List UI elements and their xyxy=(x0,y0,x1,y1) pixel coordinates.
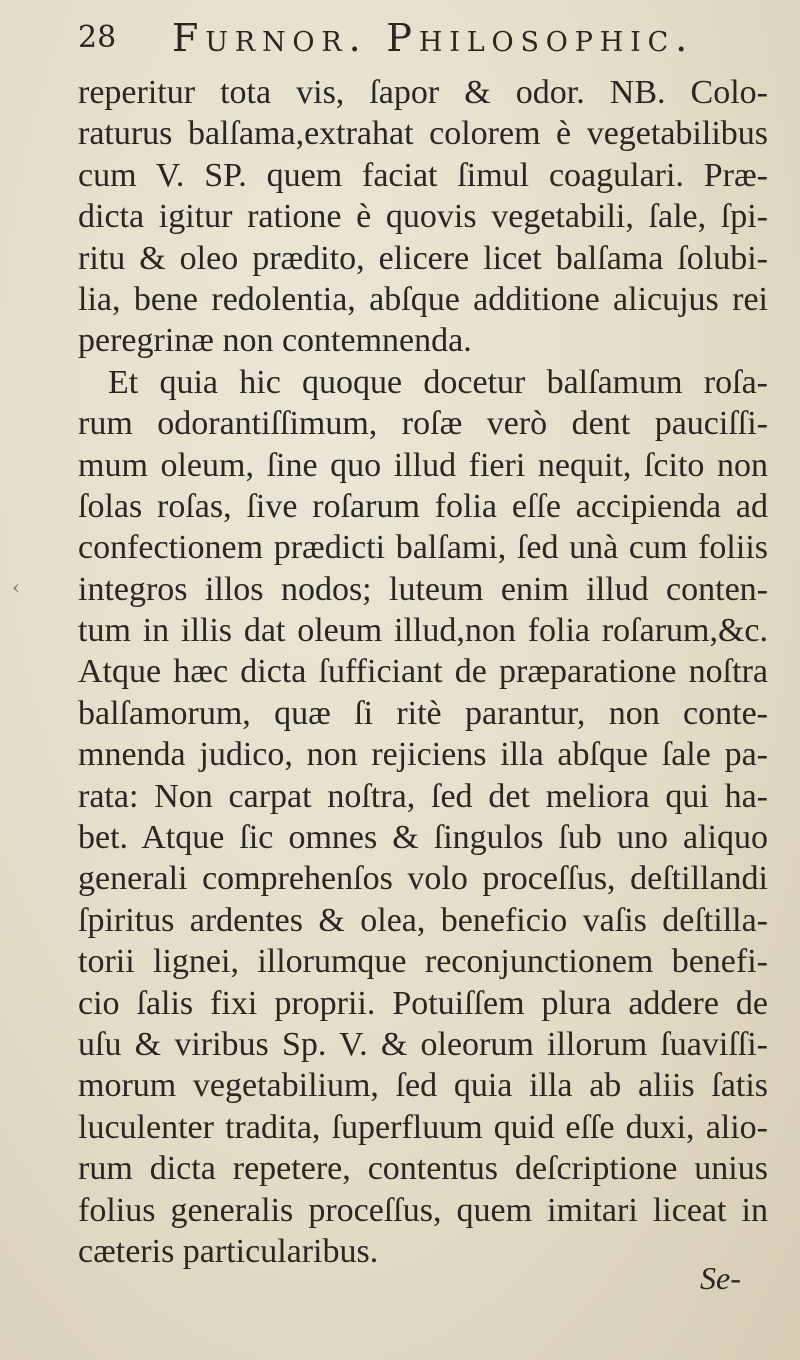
text-line: rum dicta repetere, contentus deſcriptione unius xyxy=(78,1150,768,1188)
text-line: rum odorantiſſimum, roſæ verò dent pauciſſi- xyxy=(78,405,768,443)
text-line: cio ſalis fixi proprii. Potuiſſem plura addere de xyxy=(78,984,768,1022)
page-number: 28 xyxy=(78,20,117,55)
text-line: tum in illis dat oleum illud,non folia roſarum,&c. xyxy=(78,612,768,650)
text-line: reperitur tota vis, ſapor & odor. NB. Colo- xyxy=(78,74,768,111)
text-line: cæteris particularibus. xyxy=(78,1232,379,1270)
text-line: torii lignei, illorumque reconjunctionem benefi- xyxy=(78,943,768,981)
text-line: confectionem prædicti balſami, ſed unà cum foliis xyxy=(78,529,768,567)
text-line: peregrinæ non contemnenda. xyxy=(78,322,472,360)
running-head xyxy=(78,16,768,70)
text-line: mnenda judico, non rejiciens illa abſque ſale pa- xyxy=(78,736,768,774)
text-line: rata: Non carpat noſtra, ſed det meliora qui ha- xyxy=(78,777,768,815)
text-line: balſamorum, quæ ſi ritè parantur, non conte- xyxy=(78,694,768,732)
text-line: folius generalis proceſſus, quem imitari liceat in xyxy=(78,1191,768,1229)
text-line: uſu & viribus Sp. V. & oleorum illorum ſuaviſſi- xyxy=(78,1025,768,1063)
catchword: Se- xyxy=(700,1260,741,1296)
text-line: luculenter tradita, ſuperfluum quid eſſe duxi, alio- xyxy=(78,1108,768,1146)
text-line: lia, bene redolentia, abſque additione alicujus rei xyxy=(78,280,768,318)
text-line: cum V. SP. quem faciat ſimul coagulari. Præ- xyxy=(78,156,768,194)
text-line: dicta igitur ratione è quovis vegetabili, ſale, ſpi- xyxy=(78,198,768,236)
text-line: ſolas roſas, ſive roſarum folia eſſe accipienda ad xyxy=(78,487,768,525)
text-line: raturus balſama,extrahat colorem è vegetabilibus xyxy=(78,115,768,153)
text-line: morum vegetabilium, ſed quia illa ab aliis ſatis xyxy=(78,1067,768,1105)
text-line: generali comprehenſos volo proceſſus, deſtillandi xyxy=(78,860,768,898)
text-line: Et quia hic quoque docetur balſamum roſa- xyxy=(108,363,768,401)
text-line: bet. Atque ſic omnes & ſingulos ſub uno aliquo xyxy=(78,819,768,857)
body-text xyxy=(78,72,768,1272)
text-line: Atque hæc dicta ſufficiant de præparatione noſtra xyxy=(78,653,768,691)
text-line: ſpiritus ardentes & olea, beneficio vaſis deſtilla- xyxy=(78,901,768,939)
text-line: mum oleum, ſine quo illud fieri nequit, ſcito non xyxy=(78,446,768,484)
running-title: Furnor. Philosophic. xyxy=(172,16,695,60)
text-line: ritu & oleo prædito, elicere licet balſama ſolubi- xyxy=(78,239,768,277)
margin-mark: ‹ xyxy=(12,575,20,599)
text-line: integros illos nodos; luteum enim illud conten- xyxy=(78,570,768,608)
